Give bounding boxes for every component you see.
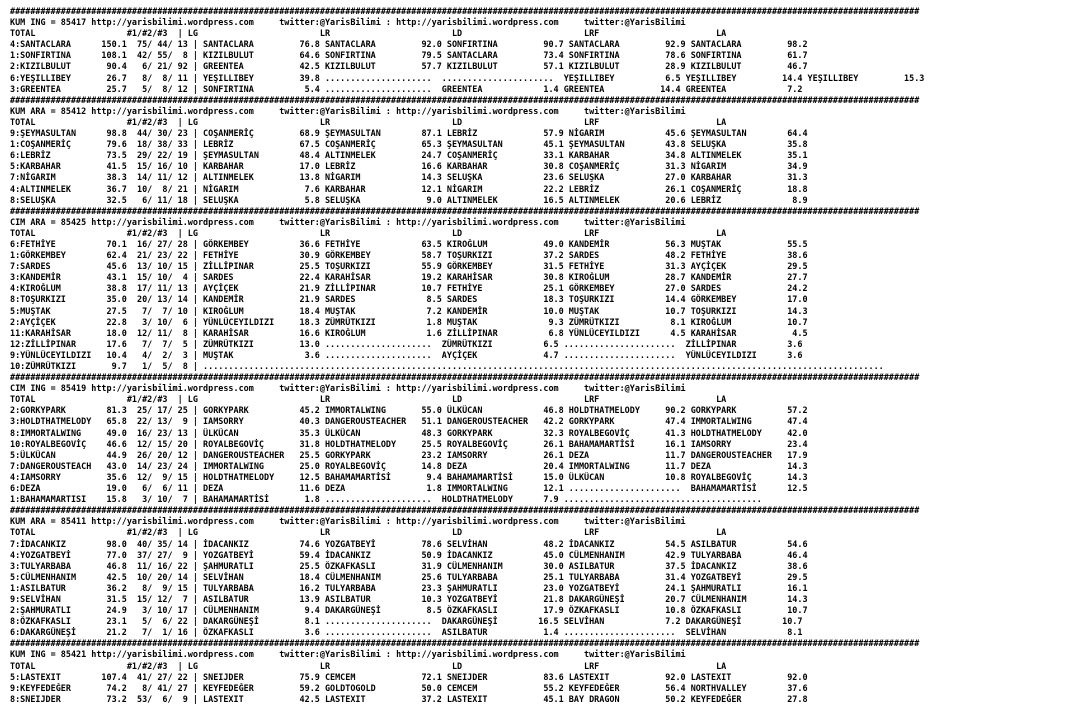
text-line: KUM ING = 85417 http://yarisbilimi.wordpress.com twitter:@YarisBilimi : http://yarisbilimi.wordpress.com twitter:@YarisBilimi [10,17,686,28]
text-line: 6:YEŞILLIBEY 26.7 8/ 8/ 11 | YEŞILLIBEY 39.8 ..................... ...................... YEŞILLIBEY 6.5 YEŞILLIBEY 14.4 YEŞILLIBEY 15.3 [10,72,925,83]
separator-line: ################################################################################################################################################################################### [10,372,920,383]
text-line: 6:FETHİYE 70.1 16/ 27/ 28 | GÖRKEMBEY 36.6 FETHİYE 63.5 KIROĞLUM 49.0 KANDEMİR 56.3 MUŞTAK 55.5 [10,238,808,249]
text-line: 8:TOŞURKIZI 35.0 20/ 13/ 14 | KANDEMİR 21.9 SARDES 8.5 SARDES 18.3 TOŞURKIZI 14.4 GÖRKEMBEY 17.0 [10,294,808,305]
text-line: 4:ALTINMELEK 36.7 10/ 8/ 21 | NİGARIM 7.6 KARBAHAR 12.1 NİGARIM 22.2 LEBRİZ 26.1 COŞANMERİÇ 18.8 [10,183,808,194]
text-line: 5:LASTEXIT 107.4 41/ 27/ 22 | SNEIJDER 75.9 CEMCEM 72.1 SNEIJDER 83.6 LASTEXIT 92.0 LASTEXIT 92.0 [10,671,808,682]
text-line: 3:KANDEMİR 43.1 15/ 10/ 4 | SARDES 22.4 KARAHİSAR 19.2 KARAHİSAR 30.8 KIROĞLUM 28.7 KANDEMİR 27.7 [10,272,808,283]
text-line: 2:KIZILBULUT 90.4 6/ 21/ 92 | GREENTEA 42.5 KIZILBULUT 57.7 KIZILBULUT 57.1 KIZILBULUT 28.9 KIZILBULUT 46.7 [10,61,808,72]
text-line: 7:NİGARIM 38.3 14/ 11/ 12 | ALTINMELEK 13.8 NİGARIM 14.3 SELUŞKA 23.6 SELUŞKA 27.0 KARBAHAR 31.3 [10,172,808,183]
text-line: TOTAL #1/#2/#3 | LG LR LD LRF LA [10,116,727,127]
text-line: 7:DANGEROUSTEACH 43.0 14/ 23/ 24 | IMMORTALWING 25.0 ROYALBEGOVİÇ 14.8 DEZA 20.4 IMMORTALWING 11.7 DEZA 14.3 [10,460,808,471]
text-line: TOTAL #1/#2/#3 | LG LR LD LRF LA [10,28,727,39]
text-line: 1:ASILBATUR 36.2 8/ 9/ 15 | TULYARBABA 16.2 TULYARBABA 23.3 ŞAHMURATLI 23.0 YOZGATBEYİ 24.1 ŞAHMURATLI 16.1 [10,582,808,593]
race-statistics-document [10,6,1072,705]
text-line: 6:DEZA 19.0 6/ 6/ 11 | DEZA 11.6 DEZA 1.8 IMMORTALWING 12.1 ...................... BAHAMAMARTİSİ 12.5 [10,483,808,494]
text-line: 4:YOZGATBEYİ 77.0 37/ 27/ 9 | YOZGATBEYİ 59.4 İDACANKIZ 50.9 İDACANKIZ 45.0 CÜLMENHANIM 42.9 TULYARBABA 46.4 [10,549,808,560]
text-line: CIM ING = 85419 http://yarisbilimi.wordpress.com twitter:@YarisBilimi : http://yarisbilimi.wordpress.com twitter:@YarisBilimi [10,383,686,394]
text-line: 1:COŞANMERİÇ 79.6 18/ 38/ 33 | LEBRİZ 67.5 COŞANMERİÇ 65.3 ŞEYMASULTAN 45.1 ŞEYMASULTAN 43.8 SELUŞKA 35.8 [10,139,808,150]
text-line: 10:ZÜMRÜTKIZI 9.7 1/ 5/ 8 | ...................................................................................................................................... [10,361,884,371]
text-line: 8:SELUŞKA 32.5 6/ 11/ 18 | SELUŞKA 5.8 SELUŞKA 9.0 ALTINMELEK 16.5 ALTINMELEK 20.6 LEBRİZ 8.9 [10,194,808,205]
separator-line: ################################################################################################################################################################################### [10,638,920,649]
text-line: 9:ŞEYMASULTAN 98.8 44/ 30/ 23 | COŞANMERİÇ 68.9 ŞEYMASULTAN 87.1 LEBRİZ 57.9 NİGARIM 45.6 ŞEYMASULTAN 64.4 [10,128,808,139]
text-line: TOTAL #1/#2/#3 | LG LR LD LRF LA [10,394,727,405]
text-line: 8:IMMORTALWING 49.0 16/ 23/ 13 | ÜLKÜCAN 35.3 ÜLKÜCAN 48.3 GORKYPARK 32.3 ROYALBEGOVİÇ 41.3 HOLDTHATMELODY 42.0 [10,427,808,438]
text-line: 7:SARDES 45.6 13/ 10/ 15 | ZİLLİPINAR 25.5 TOŞURKIZI 55.9 GÖRKEMBEY 31.5 FETHİYE 31.3 AYÇİÇEK 29.5 [10,261,808,272]
text-line: 5:CÜLMENHANIM 42.5 10/ 20/ 14 | SELVİHAN 18.4 CÜLMENHANIM 25.6 TULYARBABA 25.1 TULYARBABA 31.4 YOZGATBEYİ 29.5 [10,571,808,582]
text-line: 6:LEBRİZ 73.5 29/ 22/ 19 | ŞEYMASULTAN 48.4 ALTINMELEK 24.7 COŞANMERİÇ 33.1 KARBAHAR 34.8 ALTINMELEK 35.1 [10,150,808,161]
text-line: TOTAL #1/#2/#3 | LG LR LD LRF LA [10,660,727,671]
text-line: 2:GORKYPARK 81.3 25/ 17/ 25 | GORKYPARK 45.2 IMMORTALWING 55.0 ÜLKÜCAN 46.8 HOLDTHATMELODY 90.2 GORKYPARK 57.2 [10,405,808,416]
separator-line: ################################################################################################################################################################################### [10,205,920,216]
text-line: 6:DAKARGÜNEŞİ 21.2 7/ 1/ 16 | ÖZKAFKASLI 3.6 ..................... ASILBATUR 1.4 ...................... SELVİHAN 8.1 [10,627,803,638]
text-line: KUM ARA = 85411 http://yarisbilimi.wordpress.com twitter:@YarisBilimi : http://yarisbilimi.wordpress.com twitter:@YarisBilimi [10,516,686,527]
text-line: 4:KIROĞLUM 38.8 17/ 11/ 13 | AYÇİÇEK 21.9 ZİLLİPINAR 10.7 FETHİYE 25.1 GÖRKEMBEY 27.0 SARDES 24.2 [10,283,808,294]
text-line: 2:AYÇİÇEK 22.8 3/ 10/ 6 | YÜNLÜCEYILDIZI 18.3 ZÜMRÜTKIZI 1.8 MUŞTAK 9.3 ZÜMRÜTKIZI 8.1 KIROĞLUM 10.7 [10,316,808,327]
text-line: CIM ARA = 85425 http://yarisbilimi.wordpress.com twitter:@YarisBilimi : http://yarisbilimi.wordpress.com twitter:@YarisBilimi [10,216,686,227]
text-line: 1:BAHAMAMARTISI 15.8 3/ 10/ 7 | BAHAMAMARTİSİ 1.8 ..................... HOLDTHATMELODY 7.9 ....................................... [10,494,762,505]
text-line: TOTAL #1/#2/#3 | LG LR LD LRF LA [10,527,727,538]
text-line: 8:ÖZKAFKASLI 23.1 5/ 6/ 22 | DAKARGÜNEŞİ 8.1 ..................... DAKARGÜNEŞİ 16.5 SELVİHAN 7.2 DAKARGÜNEŞİ 10.7 [10,616,803,627]
text-line: 5:ÜLKÜCAN 44.9 26/ 20/ 12 | DANGEROUSTEACHER 25.5 GORKYPARK 23.2 IAMSORRY 26.1 DEZA 11.7 DANGEROUSTEACHER 17.9 [10,449,808,460]
text-line: 11:KARAHİSAR 18.0 12/ 11/ 8 | KARAHİSAR 16.6 KIROĞLUM 1.6 ZİLLİPINAR 6.8 YÜNLÜCEYILDIZI 4.5 KARAHİSAR 4.5 [10,327,808,338]
text-line: 2:ŞAHMURATLI 24.9 3/ 10/ 17 | CÜLMENHANIM 9.4 DAKARGÜNEŞİ 8.5 ÖZKAFKASLI 17.9 ÖZKAFKASLI 10.8 ÖZKAFKASLI 10.7 [10,605,808,616]
text-line: KUM ING = 85421 http://yarisbilimi.wordpress.com twitter:@YarisBilimi : http://yarisbilimi.wordpress.com twitter:@YarisBilimi [10,649,686,660]
text-line: 5:KARBAHAR 41.5 15/ 16/ 10 | KARBAHAR 17.0 LEBRİZ 16.6 KARBAHAR 30.8 COŞANMERİÇ 31.3 NİGARIM 34.9 [10,161,808,172]
text-line: 3:TULYARBABA 46.8 11/ 16/ 22 | ŞAHMURATLI 25.5 ÖZKAFKASLI 31.9 CÜLMENHANIM 30.0 ASILBATUR 37.5 İDACANKIZ 38.6 [10,560,808,571]
text-line: 4:IAMSORRY 35.6 12/ 9/ 15 | HOLDTHATMELODY 12.5 BAHAMAMARTİSİ 9.4 BAHAMAMARTİSİ 15.0 ÜLKÜCAN 10.8 ROYALBEGOVİÇ 14.3 [10,471,808,482]
separator-line: ################################################################################################################################################################################### [10,94,920,105]
text-line: 8:SNEIJDER 73.2 53/ 6/ 9 | LASTEXIT 42.5 LASTEXIT 37.2 LASTEXIT 45.1 BAY DRAGON 50.2 KEYFEDEĞER 27.8 [10,693,808,704]
text-line: 1:GÖRKEMBEY 62.4 21/ 23/ 22 | FETHİYE 30.9 GÖRKEMBEY 58.7 TOŞURKIZI 37.2 SARDES 48.2 FETHİYE 38.6 [10,250,808,261]
text-line: 9:KEYFEDEĞER 74.2 8/ 41/ 27 | KEYFEDEĞER 59.2 GOLDTOGOLD 50.0 CEMCEM 55.2 KEYFEDEĞER 56.4 NORTHVALLEY 37.6 [10,682,808,693]
text-line: 9:SELVİHAN 31.5 15/ 12/ 7 | ASILBATUR 13.9 ASILBATUR 10.3 YOZGATBEYİ 21.8 DAKARGÜNEŞİ 20.7 CÜLMENHANIM 14.3 [10,593,808,604]
text-line: TOTAL #1/#2/#3 | LG LR LD LRF LA [10,227,727,238]
text-line: 4:SANTACLARA 150.1 75/ 44/ 13 | SANTACLARA 76.8 SANTACLARA 92.0 SONFIRTINA 90.7 SANTACLARA 92.9 SANTACLARA 98.2 [10,39,808,50]
separator-line: ################################################################################################################################################################################### [10,505,920,516]
text-line: 9:YÜNLÜCEYILDIZI 10.4 4/ 2/ 3 | MUŞTAK 3.6 ..................... AYÇİÇEK 4.7 ...................... YÜNLÜCEYILDIZI 3.6 [10,349,803,360]
text-line: 10:ROYALBEGOVİÇ 46.6 12/ 15/ 20 | ROYALBEGOVİÇ 31.8 HOLDTHATMELODY 25.5 ROYALBEGOVİÇ 26.1 BAHAMAMARTİSİ 16.1 IAMSORRY 23.4 [10,438,808,449]
text-line: 12:ZİLLİPINAR 17.6 7/ 7/ 5 | ZÜMRÜTKIZI 13.0 ..................... ZÜMRÜTKIZI 6.5 ...................... ZİLLİPINAR 3.6 [10,338,803,349]
separator-line: ################################################################################################################################################################################### [10,6,920,16]
text-line: 3:GREENTEA 25.7 5/ 8/ 12 | SONFIRTINA 5.4 ..................... GREENTEA 1.4 GREENTEA 14.4 GREENTEA 7.2 [10,83,803,94]
text-line: 3:HOLDTHATMELODY 65.8 22/ 13/ 9 | IAMSORRY 40.3 DANGEROUSTEACHER 51.1 DANGEROUSTEACHER 42.2 GORKYPARK 47.4 IMMORTALWING 47.4 [10,416,808,427]
text-line: 1:SONFIRTINA 108.1 42/ 55/ 8 | KIZILBULUT 64.6 SONFIRTINA 79.5 SANTACLARA 73.4 SONFIRTINA 78.6 SONFIRTINA 61.7 [10,50,808,61]
text-line: 5:MUŞTAK 27.5 7/ 7/ 10 | KIROĞLUM 18.4 MUŞTAK 7.2 KANDEMİR 10.0 MUŞTAK 10.7 TOŞURKIZI 14.3 [10,305,808,316]
text-line: KUM ARA = 85412 http://yarisbilimi.wordpress.com twitter:@YarisBilimi : http://yarisbilimi.wordpress.com twitter:@YarisBilimi [10,105,686,116]
text-line: 7:İDACANKIZ 98.0 40/ 35/ 14 | İDACANKIZ 74.6 YOZGATBEYİ 78.6 SELVİHAN 48.2 İDACANKIZ 54.5 ASILBATUR 54.6 [10,538,808,549]
